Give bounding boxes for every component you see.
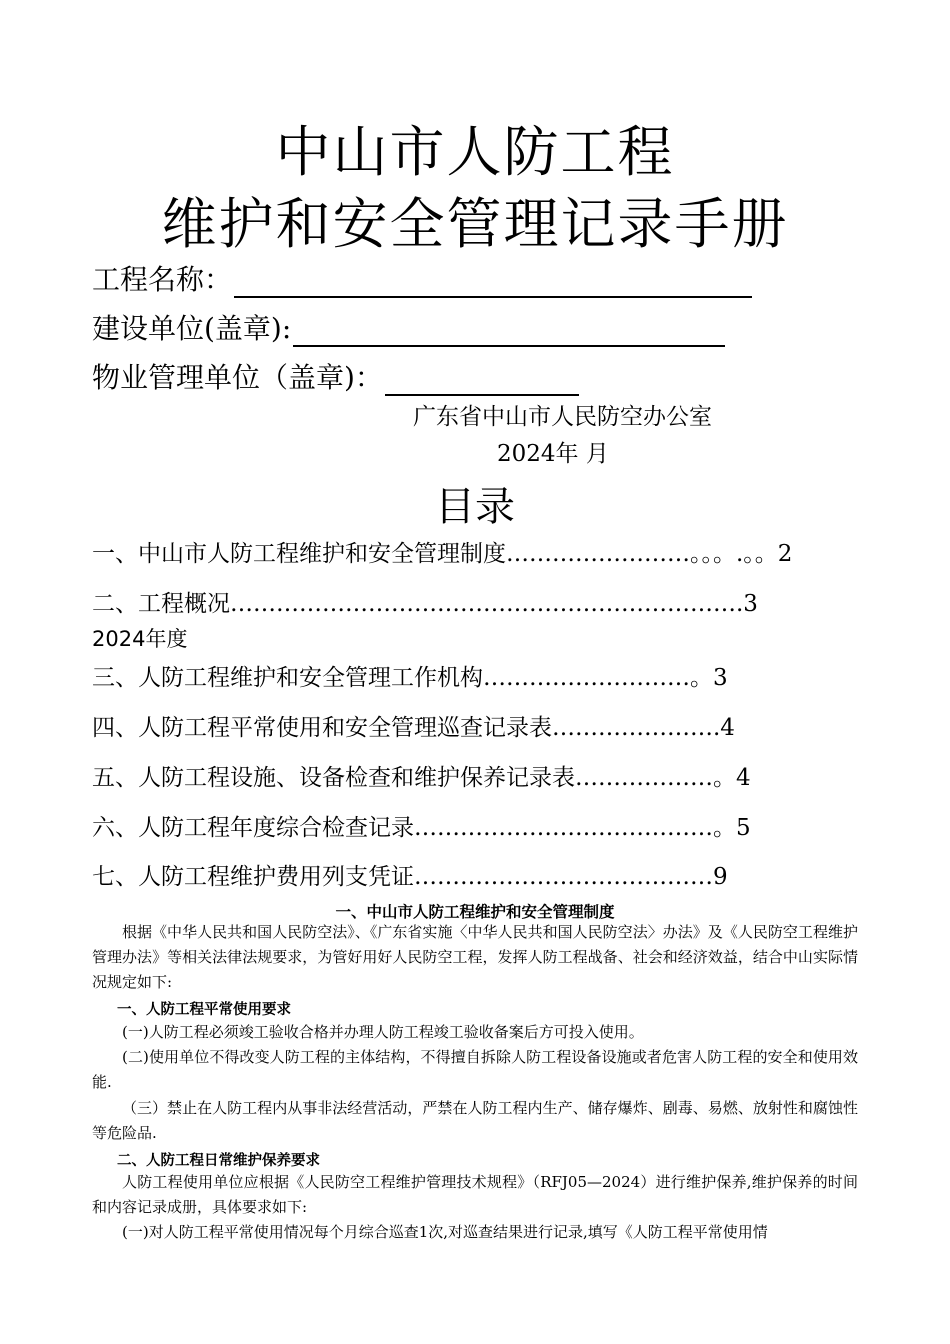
property-manager-field xyxy=(92,356,579,396)
rule-item: (一)对人防工程平常使用情况每个月综合巡查1次,对巡查结果进行记录,填写《人防工程平常使用情 xyxy=(122,1223,768,1241)
builder-blank xyxy=(293,323,725,347)
builder-label: 建设单位(盖章): xyxy=(92,312,292,345)
toc-item: 二、工程概况………………………………………………………….3 xyxy=(92,591,758,617)
subsection-intro: 人防工程使用单位应根据《人民防空工程维护管理技术规程》（RFJ05—2024）进行维护保养,维护保养的时间和内容记录成册，具体要求如下: xyxy=(92,1173,858,1216)
rule-item: (二)使用单位不得改变人防工程的主体结构，不得擅自拆除人防工程设备设施或者危害人防工程的安全和使用效能. xyxy=(92,1048,858,1091)
toc-item: 四、人防工程平常使用和安全管理巡查记录表………………….4 xyxy=(92,715,735,741)
issuer: 广东省中山市人民防空办公室 xyxy=(413,404,712,430)
subsection-title: 二、人防工程日常维护保养要求 xyxy=(117,1153,320,1169)
year-label: 2024年度 xyxy=(92,627,188,651)
issue-date: 2024年 月 xyxy=(497,441,609,467)
project-name-label: 工程名称： xyxy=(92,263,233,296)
project-name-blank xyxy=(234,274,752,298)
toc-heading: 目录 xyxy=(435,484,515,530)
rule-item: （三）禁止在人防工程内从事非法经营活动，严禁在人防工程内生产、储存爆炸、剧毒、易燃、放射性和腐蚀性等危险品. xyxy=(92,1099,858,1142)
rule-item: (一)人防工程必须竣工验收合格并办理人防工程竣工验收备案后方可投入使用。 xyxy=(122,1023,644,1041)
property-manager-label: 物业管理单位（盖章)： xyxy=(92,361,383,394)
toc-item: 一、中山市人防工程维护和安全管理制度……………………。。。.。。2 xyxy=(92,541,793,567)
cover-title-line1: 中山市人防工程 xyxy=(275,120,675,184)
subsection-title: 一、人防工程平常使用要求 xyxy=(117,1002,291,1018)
toc-item: 六、人防工程年度综合检查记录…………………………………。5 xyxy=(92,815,751,841)
toc-item: 七、人防工程维护费用列支凭证…………………………………9 xyxy=(92,864,728,890)
property-manager-blank xyxy=(385,372,579,396)
project-name-field xyxy=(92,258,752,298)
cover-title-line2: 维护和安全管理记录手册 xyxy=(161,192,789,256)
builder-field xyxy=(92,307,725,347)
section-title: 一、中山市人防工程维护和安全管理制度 xyxy=(335,903,615,921)
toc-item: 五、人防工程设施、设备检查和维护保养记录表………………。4 xyxy=(92,765,751,791)
toc-item: 三、人防工程维护和安全管理工作机构………………………。3 xyxy=(92,665,728,691)
section-intro: 根据《中华人民共和国人民防空法》、《广东省实施〈中华人民共和国人民防空法〉办法》及《人民防空工程维护管理办法》等相关法律法规要求，为管好用好人民防空工程，发挥人防工程战备、社会和经济效益，结合中山实际情况规定如下: xyxy=(92,923,858,991)
